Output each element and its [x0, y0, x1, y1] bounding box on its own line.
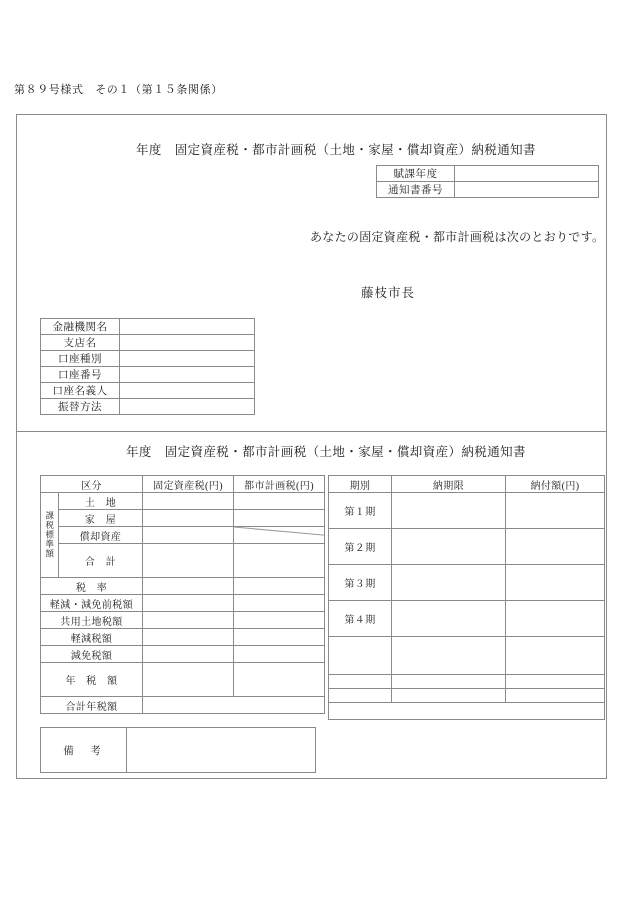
- account-holder-label: 口座名義人: [41, 383, 120, 399]
- page-title-lower: 年度 固定資産税・都市計画税（土地・家屋・償却資産）納税通知書: [126, 445, 526, 459]
- cell-amount-6[interactable]: [506, 675, 605, 689]
- column-header-term: 期別: [329, 476, 392, 493]
- cell-tax-before-reduction-city-planning-tax[interactable]: [234, 595, 325, 612]
- cell-tax-rate-fixed-asset-tax[interactable]: [143, 578, 234, 595]
- cell-due-date-7[interactable]: [392, 689, 506, 703]
- statement-text: あなたの固定資産税・都市計画税は次のとおりです。: [310, 230, 605, 244]
- remarks-label: 備 考: [41, 728, 127, 773]
- table-row: [41, 510, 325, 527]
- table-row: [41, 595, 325, 612]
- table-row: [329, 529, 605, 565]
- account-type-field[interactable]: [120, 351, 255, 367]
- row-label-depreciable-asset: 償却資産: [59, 527, 143, 544]
- cell-exemption-amount-fixed-asset-tax[interactable]: [143, 646, 234, 663]
- table-row: [41, 663, 325, 697]
- assessment-year-label: 賦課年度: [377, 166, 455, 182]
- table-row: [41, 367, 255, 383]
- cell-land-fixed-asset-tax[interactable]: [143, 493, 234, 510]
- cell-due-date-1[interactable]: [392, 493, 506, 529]
- cell-amount-3[interactable]: [506, 565, 605, 601]
- diagonal-strike-icon: [234, 527, 324, 543]
- bank-name-label: 金融機関名: [41, 319, 120, 335]
- cell-depreciable-asset-city-planning-tax-struck: [234, 527, 325, 544]
- group-label-taxable-standard: [41, 493, 59, 578]
- cell-annual-tax-fixed-asset-tax[interactable]: [143, 663, 234, 697]
- notice-number-field[interactable]: [455, 182, 599, 198]
- bank-account-table: [40, 318, 255, 415]
- cell-house-city-planning-tax[interactable]: [234, 510, 325, 527]
- cell-subtotal-fixed-asset-tax[interactable]: [143, 544, 234, 578]
- column-header-payment-amount: 納付額(円): [506, 476, 605, 493]
- row-label-shared-land-tax: 共用土地税額: [41, 612, 143, 629]
- account-number-field[interactable]: [120, 367, 255, 383]
- table-row: [329, 601, 605, 637]
- term-label-1: 第１期: [329, 493, 392, 529]
- table-header-row: [41, 476, 325, 493]
- table-row: [41, 399, 255, 415]
- cell-due-date-6[interactable]: [392, 675, 506, 689]
- table-row: [41, 629, 325, 646]
- cell-tax-rate-city-planning-tax[interactable]: [234, 578, 325, 595]
- document-frame: [16, 114, 607, 779]
- term-label-7: [329, 689, 392, 703]
- table-row: [41, 351, 255, 367]
- row-label-tax-before-reduction: 軽減・減免前税額: [41, 595, 143, 612]
- term-label-4: 第４期: [329, 601, 392, 637]
- notice-meta-table: [376, 165, 599, 198]
- term-label-2: 第２期: [329, 529, 392, 565]
- cell-shared-land-tax-city-planning-tax[interactable]: [234, 612, 325, 629]
- column-header-city-planning-tax: 都市計画税(円): [234, 476, 325, 493]
- row-label-total-annual-tax: 合計年税額: [41, 697, 143, 714]
- row-label-exemption-amount: 減免税額: [41, 646, 143, 663]
- table-row: [377, 182, 599, 198]
- cell-depreciable-asset-fixed-asset-tax[interactable]: [143, 527, 234, 544]
- row-label-subtotal: 合 計: [59, 544, 143, 578]
- table-row: [41, 544, 325, 578]
- row-label-land: 土 地: [59, 493, 143, 510]
- row-label-reduction-amount: 軽減税額: [41, 629, 143, 646]
- row-label-house: 家 屋: [59, 510, 143, 527]
- account-number-label: 口座番号: [41, 367, 120, 383]
- cell-due-date-2[interactable]: [392, 529, 506, 565]
- table-row: [329, 565, 605, 601]
- table-row: [41, 319, 255, 335]
- account-holder-field[interactable]: [120, 383, 255, 399]
- cell-amount-4[interactable]: [506, 601, 605, 637]
- table-row: [329, 675, 605, 689]
- column-header-due-date: 納期限: [392, 476, 506, 493]
- term-label-3: 第３期: [329, 565, 392, 601]
- column-header-fixed-asset-tax: 固定資産税(円): [143, 476, 234, 493]
- table-row: [377, 166, 599, 182]
- table-row: [41, 493, 325, 510]
- table-row: [329, 703, 605, 720]
- column-header-kubun: 区分: [41, 476, 143, 493]
- table-row: [41, 383, 255, 399]
- cell-subtotal-city-planning-tax[interactable]: [234, 544, 325, 578]
- cell-amount-5[interactable]: [506, 637, 605, 675]
- cell-due-date-3[interactable]: [392, 565, 506, 601]
- row-label-annual-tax: 年 税 額: [41, 663, 143, 697]
- cell-land-city-planning-tax[interactable]: [234, 493, 325, 510]
- account-type-label: 口座種別: [41, 351, 120, 367]
- table-header-row: [329, 476, 605, 493]
- payment-schedule-table: [328, 475, 605, 720]
- table-row: [41, 612, 325, 629]
- payment-footer-row[interactable]: [329, 703, 605, 720]
- branch-name-label: 支店名: [41, 335, 120, 351]
- section-divider: [17, 431, 606, 432]
- table-row: [41, 335, 255, 351]
- tax-amount-table: [40, 475, 325, 714]
- table-row: [41, 697, 325, 714]
- table-row: [329, 637, 605, 675]
- notice-number-label: 通知書番号: [377, 182, 455, 198]
- cell-shared-land-tax-fixed-asset-tax[interactable]: [143, 612, 234, 629]
- transfer-method-field[interactable]: [120, 399, 255, 415]
- cell-amount-7[interactable]: [506, 689, 605, 703]
- remarks-table: [40, 727, 316, 773]
- branch-name-field[interactable]: [120, 335, 255, 351]
- form-number-label: 第８９号様式 その１（第１５条関係）: [14, 84, 223, 96]
- table-row: [41, 646, 325, 663]
- cell-tax-before-reduction-fixed-asset-tax[interactable]: [143, 595, 234, 612]
- page-title-upper: 年度 固定資産税・都市計画税（土地・家屋・償却資産）納税通知書: [136, 143, 536, 157]
- cell-reduction-amount-city-planning-tax[interactable]: [234, 629, 325, 646]
- group-label-text: 課税標準額: [44, 511, 55, 559]
- table-row: [41, 527, 325, 544]
- table-row: [41, 578, 325, 595]
- assessment-year-field[interactable]: [455, 166, 599, 182]
- group-label-wrap: [41, 511, 58, 559]
- cell-house-fixed-asset-tax[interactable]: [143, 510, 234, 527]
- cell-reduction-amount-fixed-asset-tax[interactable]: [143, 629, 234, 646]
- bank-name-field[interactable]: [120, 319, 255, 335]
- cell-total-annual-tax-value[interactable]: [143, 697, 325, 714]
- remarks-field[interactable]: [127, 728, 316, 773]
- issuer-name: 藤枝市長: [361, 286, 416, 300]
- cell-annual-tax-city-planning-tax[interactable]: [234, 663, 325, 697]
- cell-amount-1[interactable]: [506, 493, 605, 529]
- row-label-tax-rate: 税 率: [41, 578, 143, 595]
- term-label-5: [329, 637, 392, 675]
- table-row: [329, 689, 605, 703]
- cell-due-date-4[interactable]: [392, 601, 506, 637]
- table-row: [329, 493, 605, 529]
- table-row: [41, 728, 316, 773]
- term-label-6: [329, 675, 392, 689]
- transfer-method-label: 振替方法: [41, 399, 120, 415]
- cell-amount-2[interactable]: [506, 529, 605, 565]
- cell-due-date-5[interactable]: [392, 637, 506, 675]
- cell-exemption-amount-city-planning-tax[interactable]: [234, 646, 325, 663]
